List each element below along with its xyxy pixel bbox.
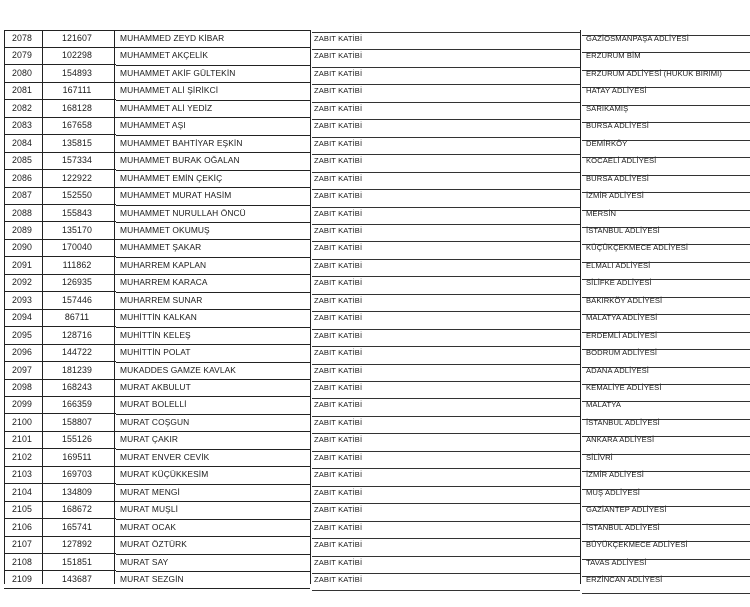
job-title: ZABIT KATİBİ (314, 51, 363, 61)
employee-name: MURAT ENVER CEVİK (120, 451, 210, 462)
registry-number: 135170 (62, 224, 92, 235)
registry-number: 143687 (62, 573, 92, 584)
row-number: 2099 (12, 399, 32, 410)
court-assignment: MUŞ ADLİYESİ (586, 487, 640, 497)
table-row (0, 362, 750, 380)
registry-number: 121607 (62, 33, 92, 43)
table-row (0, 239, 750, 257)
court-assignment: MALATYA (586, 400, 622, 410)
table-row (0, 152, 750, 170)
court-assignment: BODRUM ADLİYESİ (586, 348, 658, 358)
employee-name: MUHAMMET OKUMUŞ (120, 224, 210, 235)
court-assignment: BÜYÜKÇEKMECE ADLİYESİ (586, 540, 688, 550)
employee-name: MUHAMMET EMİN ÇEKİÇ (120, 172, 223, 183)
court-assignment: DEMİRKÖY (586, 138, 628, 148)
job-title: ZABIT KATİBİ (314, 330, 363, 340)
row-number: 2085 (12, 155, 32, 166)
registry-number: 122922 (62, 172, 92, 183)
registry-number: 170040 (62, 242, 92, 253)
row-number: 2098 (12, 382, 32, 392)
registry-number: 167658 (62, 120, 92, 131)
court-assignment: SİLİFKE ADLİYESİ (586, 278, 652, 288)
job-title: ZABIT KATİBİ (314, 557, 363, 567)
employee-name: MURAT COŞGUN (120, 416, 190, 427)
employee-name: MUHAMMET BURAK OĞALAN (120, 155, 240, 166)
registry-number: 86711 (64, 312, 90, 323)
job-title: ZABIT KATİBİ (314, 103, 363, 113)
court-assignment: ERZURUM ADLİYESİ (HUKUK BIRIMI) (586, 68, 723, 78)
employee-name: MUHAMMET ŞAKAR (120, 242, 202, 253)
registry-number: 154893 (62, 67, 92, 78)
registry-number: 155126 (62, 434, 92, 445)
court-assignment: İZMİR ADLİYESİ (586, 470, 644, 480)
job-title: ZABIT KATİBİ (314, 225, 363, 235)
court-assignment: GAZİOSMANPAŞA ADLİYESİ (586, 34, 689, 43)
job-title: ZABIT KATİBİ (314, 260, 363, 270)
court-assignment: İZMİR ADLİYESİ (586, 191, 644, 201)
employee-name: MURAT SAY (120, 556, 169, 567)
row-number: 2089 (12, 224, 32, 235)
table-row (0, 484, 750, 502)
row-number: 2091 (12, 259, 32, 270)
table-row (0, 135, 750, 153)
registry-number: 135815 (62, 137, 92, 148)
table-row (0, 274, 750, 292)
court-assignment: MERSİN (586, 208, 617, 218)
employee-name: MURAT OCAK (120, 521, 177, 532)
job-title: ZABIT KATİBİ (314, 313, 363, 323)
table-row (0, 519, 750, 537)
row-number: 2092 (12, 277, 32, 288)
table-row (0, 501, 750, 519)
row-number: 2082 (12, 102, 32, 113)
job-title: ZABIT KATİBİ (314, 138, 363, 148)
job-title: ZABIT KATİBİ (314, 191, 363, 201)
employee-name: MUHARREM SUNAR (120, 294, 203, 305)
row-number: 2078 (12, 33, 32, 43)
court-assignment: ADANA ADLİYESİ (586, 365, 650, 375)
employee-name: MUHARREM KAPLAN (120, 259, 207, 270)
registry-number: 134809 (62, 486, 92, 497)
row-rule (116, 588, 310, 589)
job-title: ZABIT KATİBİ (314, 470, 363, 480)
table-row (0, 466, 750, 484)
row-number: 2109 (12, 573, 32, 584)
court-assignment: İSTANBUL ADLİYESİ (586, 522, 660, 532)
employee-name: MUHAMMET MURAT HASİM (120, 190, 232, 201)
job-title: ZABIT KATİBİ (314, 278, 363, 288)
row-number: 2097 (12, 364, 32, 375)
row-number: 2084 (12, 137, 32, 148)
court-assignment: SİLİVRİ (586, 452, 613, 462)
job-title: ZABIT KATİBİ (314, 173, 363, 183)
table-row (0, 396, 750, 414)
job-title: ZABIT KATİBİ (314, 417, 363, 427)
registry-number: 181239 (62, 364, 92, 375)
employee-name: MUHAMMET AKÇELİK (120, 50, 209, 61)
table-row (0, 170, 750, 188)
table-row (0, 82, 750, 100)
employee-name: MUHİTTİN KELEŞ (120, 329, 191, 340)
employee-name: MUHAMMET AKİF GÜLTEKİN (120, 67, 236, 78)
court-assignment: KOCAELİ ADLİYESİ (586, 156, 657, 166)
registry-number: 127892 (62, 539, 92, 550)
court-assignment: MALATYA ADLİYESİ (586, 313, 658, 323)
job-title: ZABIT KATİBİ (314, 487, 363, 497)
court-assignment: BAKIRKÖY ADLİYESİ (586, 295, 663, 305)
row-number: 2095 (12, 329, 32, 340)
registry-number: 152550 (62, 190, 92, 201)
job-title: ZABIT KATİBİ (314, 156, 363, 166)
registry-number: 168672 (62, 504, 92, 515)
row-number: 2093 (12, 294, 32, 305)
table-row (0, 571, 750, 589)
employee-name: MUHARREM KARACA (120, 277, 208, 288)
employee-name: MUHİTTİN POLAT (120, 347, 191, 358)
registry-number: 144722 (62, 347, 92, 358)
table-row (0, 309, 750, 327)
registry-number: 168128 (62, 102, 92, 113)
court-assignment: ERDEMLİ ADLİYESİ (586, 330, 658, 340)
registry-number: 169703 (62, 469, 92, 480)
court-assignment: ERZİNCAN ADLİYESİ (586, 574, 663, 584)
registry-number: 168243 (62, 382, 92, 392)
table-row (0, 205, 750, 223)
row-rule (582, 593, 750, 594)
table-row (0, 117, 750, 135)
employee-name: MUHAMMET ALİ YEDİZ (120, 102, 213, 113)
row-number: 2090 (12, 242, 32, 253)
employee-name: MUKADDES GAMZE KAVLAK (120, 364, 236, 375)
employee-name: MURAT MENGİ (120, 486, 180, 497)
job-title: ZABIT KATİBİ (314, 540, 363, 550)
court-assignment: GAZİANTEP ADLİYESİ (586, 505, 667, 515)
employee-name: MURAT MUŞLİ (120, 504, 179, 515)
table-row (0, 222, 750, 240)
court-assignment: BURSA ADLİYESİ (586, 121, 650, 131)
job-title: ZABIT KATİBİ (314, 68, 363, 78)
row-number: 2087 (12, 190, 32, 201)
registry-number: 155843 (62, 207, 92, 218)
row-number: 2103 (12, 469, 32, 480)
registry-number: 151851 (62, 556, 92, 567)
job-title: ZABIT KATİBİ (314, 365, 363, 375)
row-number: 2083 (12, 120, 32, 131)
job-title: ZABIT KATİBİ (314, 243, 363, 253)
row-number: 2094 (12, 312, 32, 323)
table-row (0, 327, 750, 345)
job-title: ZABIT KATİBİ (314, 121, 363, 131)
table-row (0, 379, 750, 397)
employee-name: MUHİTTİN KALKAN (120, 312, 197, 323)
court-assignment: BURSA ADLİYESİ (586, 173, 650, 183)
table-row (0, 187, 750, 205)
employee-name: MUHAMMET AŞI (120, 120, 186, 131)
table-row (0, 344, 750, 362)
registry-number: 126935 (62, 277, 92, 288)
row-rule (312, 32, 580, 33)
row-number: 2080 (12, 67, 32, 78)
registry-number: 169511 (62, 451, 92, 462)
registry-number: 157334 (62, 155, 92, 166)
registry-number: 167111 (62, 85, 92, 96)
job-title: ZABIT KATİBİ (314, 400, 363, 410)
court-assignment: ERZURUM BİM (586, 51, 641, 61)
court-assignment: SARIKAMIŞ (586, 103, 629, 113)
job-title: ZABIT KATİBİ (314, 505, 363, 515)
court-assignment: TAVAS ADLİYESİ (586, 557, 647, 567)
job-title: ZABIT KATİBİ (314, 34, 363, 43)
row-number: 2096 (12, 347, 32, 358)
court-assignment: ELMALI ADLİYESİ (586, 260, 651, 270)
row-number: 2104 (12, 486, 32, 497)
court-assignment: ANKARA ADLİYESİ (586, 435, 655, 445)
court-assignment: KEMALİYE ADLİYESİ (586, 383, 662, 392)
registry-number: 166359 (62, 399, 92, 410)
row-number: 2108 (12, 556, 32, 567)
employee-name: MUHAMMET BAHTİYAR EŞKİN (120, 137, 243, 148)
job-title: ZABIT KATİBİ (314, 295, 363, 305)
registry-number: 111862 (62, 259, 92, 270)
row-rule (4, 30, 116, 31)
job-title: ZABIT KATİBİ (314, 348, 363, 358)
table-row (0, 257, 750, 275)
court-assignment: HATAY ADLİYESİ (586, 86, 647, 96)
table-row (0, 431, 750, 449)
table-row (0, 292, 750, 310)
registry-number: 102298 (62, 50, 92, 61)
employee-name: MURAT BOLELLİ (120, 399, 187, 410)
table-row (0, 536, 750, 554)
employee-name: MUHAMMET NURULLAH ÖNCÜ (120, 207, 246, 218)
court-assignment: İSTANBUL ADLİYESİ (586, 417, 660, 427)
row-number: 2079 (12, 50, 32, 61)
row-number: 2105 (12, 504, 32, 515)
row-number: 2102 (12, 451, 32, 462)
employee-name: MURAT SEZGİN (120, 573, 184, 584)
employee-name: MUHAMMET ALİ ŞİRİKCİ (120, 85, 219, 96)
registry-number: 157446 (62, 294, 92, 305)
row-number: 2101 (12, 434, 32, 445)
table-row (0, 47, 750, 65)
row-number: 2107 (12, 539, 32, 550)
row-number: 2081 (12, 85, 32, 96)
employee-name: MUHAMMED ZEYD KİBAR (120, 33, 225, 43)
job-title: ZABIT KATİBİ (314, 86, 363, 96)
job-title: ZABIT KATİBİ (314, 522, 363, 532)
employee-name: MURAT ÖZTÜRK (120, 539, 187, 550)
row-rule (312, 590, 580, 591)
row-rule (582, 35, 750, 36)
registry-number: 128716 (62, 329, 92, 340)
employee-name: MURAT AKBULUT (120, 382, 191, 392)
table-row (0, 100, 750, 118)
row-number: 2088 (12, 207, 32, 218)
row-number: 2106 (12, 521, 32, 532)
registry-number: 158807 (62, 416, 92, 427)
row-number: 2086 (12, 172, 32, 183)
table-row (0, 449, 750, 467)
employee-name: MURAT KÜÇÜKKESİM (120, 469, 209, 480)
job-title: ZABIT KATİBİ (314, 435, 363, 445)
job-title: ZABIT KATİBİ (314, 208, 363, 218)
table-row (0, 554, 750, 572)
table-row (0, 414, 750, 432)
court-assignment: İSTANBUL ADLİYESİ (586, 225, 660, 235)
row-rule (4, 588, 116, 589)
court-assignment: KÜÇÜKÇEKMECE ADLİYESİ (586, 243, 689, 253)
job-title: ZABIT KATİBİ (314, 574, 363, 584)
row-number: 2100 (12, 416, 32, 427)
row-rule (116, 30, 310, 31)
employee-name: MURAT ÇAKIR (120, 434, 179, 445)
registry-number: 165741 (62, 521, 92, 532)
table-row (0, 65, 750, 83)
job-title: ZABIT KATİBİ (314, 383, 363, 392)
job-title: ZABIT KATİBİ (314, 452, 363, 462)
